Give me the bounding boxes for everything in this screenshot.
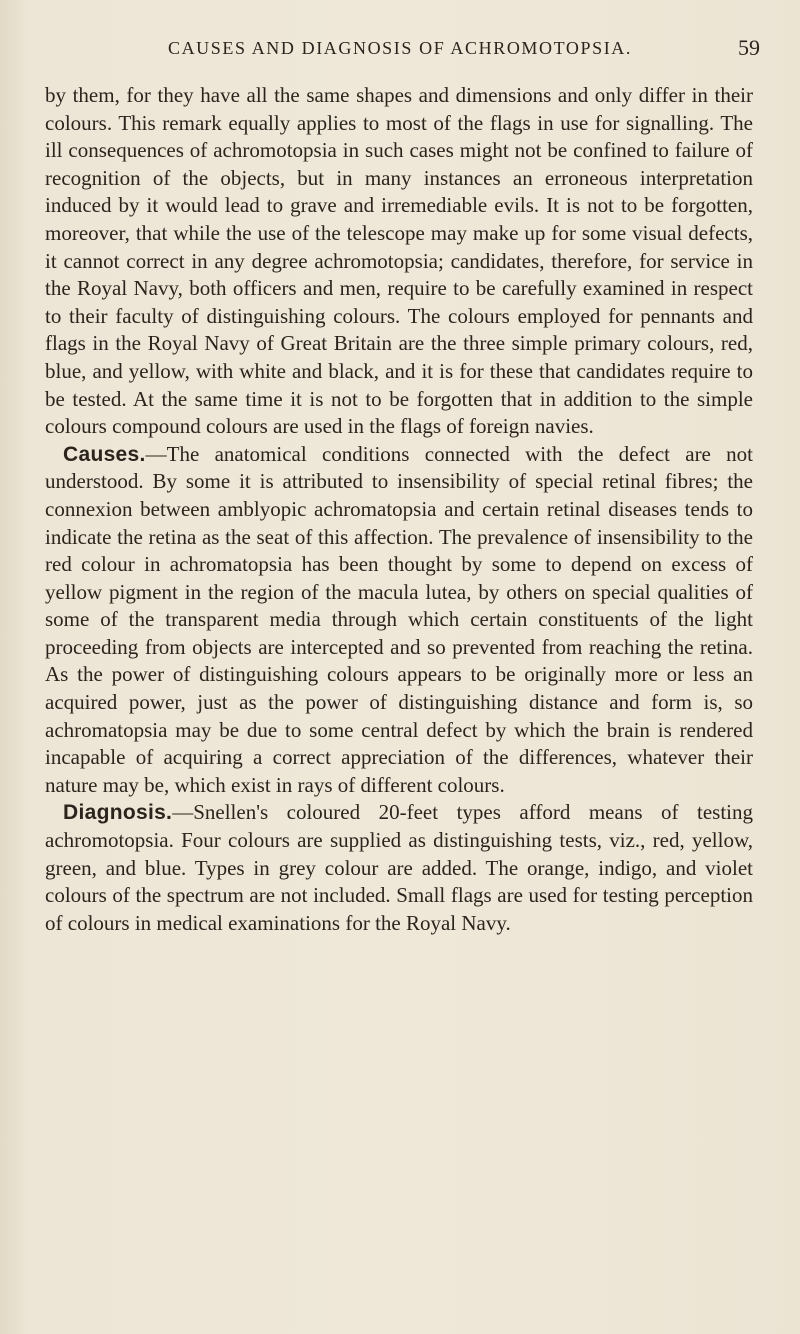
causes-text: —The anatomical conditions connected with the defect are not understood. By some it is attributed to insensibility of special retinal fibres; the connexion between amblyopic achromatopsia and certain retinal diseases tends to indicate the retina as the seat of this affection. The prevalence of insensibility to the red colour in achromatopsia has been thought by some to depend on excess of yellow pigment in the region of the macula lutea, by others on special qualities of some of the transparent media through which certain constituents of the light proceeding from objects are intercepted and so prevented from reaching the retina. As the power of distinguishing colours appears to be originally more or less an acquired power, just as the power of distinguishing distance and form is, so achromatopsia may be due to some central defect by which the brain is rendered incapable of acquiring a correct appreciation of the differences, whatever their nature may be, which exist in rays of different colours. <box>45 441 753 797</box>
diagnosis-paragraph <box>45 799 753 937</box>
running-title: CAUSES AND DIAGNOSIS OF ACHROMOTOPSIA. <box>167 38 633 58</box>
body-text <box>45 82 753 937</box>
page-number: 59 <box>738 35 760 60</box>
diagnosis-heading: Diagnosis. <box>63 801 173 825</box>
causes-paragraph <box>45 441 753 800</box>
diagnosis-text: —Snellen's coloured 20-feet types afford means of testing achromotopsia. Four colours are supplied as distinguishing tests, viz., red, yellow, green, and blue. Types in grey colour are added. The orange, indigo, and violet colours of the spectrum are not included. Small flags are used for testing perception of colours in medical examinations for the Royal Navy. <box>45 800 753 935</box>
causes-heading: Causes. <box>63 442 146 466</box>
intro-paragraph: by them, for they have all the same shapes and dimensions and only differ in their colours. This remark equally applies to most of the flags in use for signalling. The ill consequences of achromotopsia in such cases might not be confined to failure of recognition of the objects, but in many instances an erroneous interpretation induced by it would lead to grave and irremediable evils. It is not to be forgotten, moreover, that while the use of the telescope may make up for some visual defects, it cannot correct in any degree achromotopsia; candidates, therefore, for service in the Royal Navy, both officers and men, require to be carefully examined in respect to their faculty of distinguishing colours. The colours employed for pennants and flags in the Royal Navy of Great Britain are the three simple primary colours, red, blue, and yellow, with white and black, and it is for these that candidates require to be tested. At the same time it is not to be forgotten that in addition to the simple colours compound colours are used in the flags of foreign navies. <box>45 83 753 439</box>
running-head <box>0 35 800 68</box>
